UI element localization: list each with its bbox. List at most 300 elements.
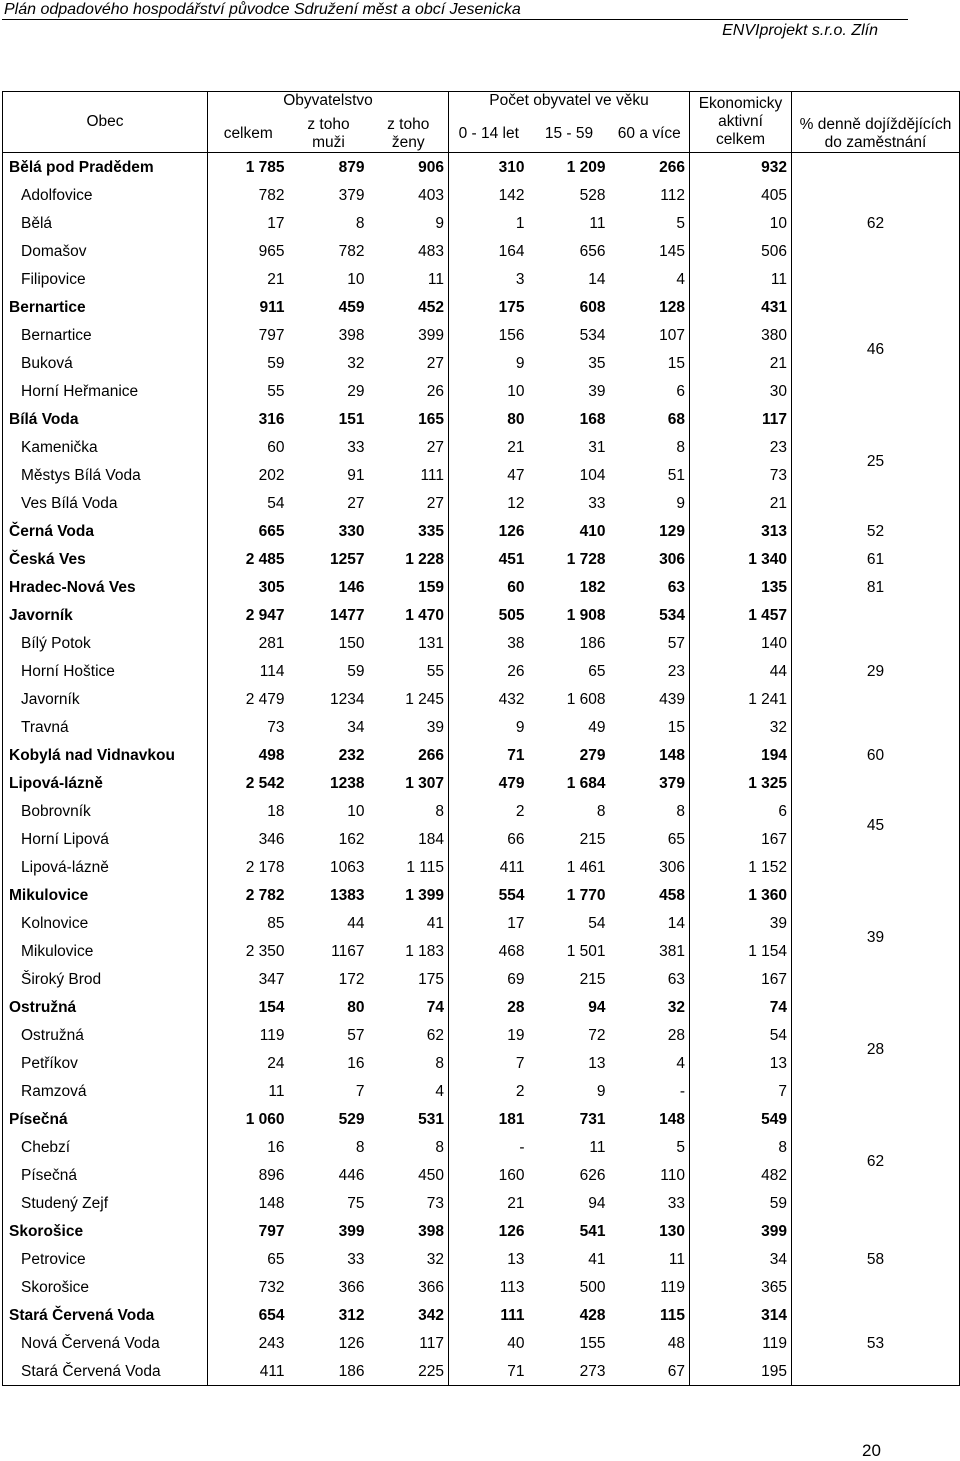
cell-value: 74 <box>369 993 449 1021</box>
cell-obec: Kobylá nad Vidnavkou <box>3 741 208 769</box>
cell-value: 9 <box>369 209 449 237</box>
cell-value: - <box>610 1077 690 1105</box>
cell-value: 731 <box>579 1110 606 1128</box>
cell-value: 69 <box>507 970 525 988</box>
cell-value: 10 <box>347 802 365 820</box>
cell-value: 59 <box>267 354 285 372</box>
cell-value: - <box>519 1138 525 1156</box>
col-header-pct-line2: do zaměstnání <box>824 134 927 151</box>
cell-value: 184 <box>369 825 449 853</box>
cell-value: 1 245 <box>369 685 449 713</box>
cell-value: 51 <box>610 461 690 489</box>
cell-value: 140 <box>690 629 792 657</box>
cell-obec: Bobrovník <box>3 797 208 825</box>
cell-value: 117 <box>690 405 792 433</box>
cell-value: 16 <box>267 1138 285 1156</box>
cell-commute-pct: 60 <box>792 741 960 769</box>
cell-value: 27 <box>369 489 449 517</box>
cell-value: 483 <box>369 237 449 265</box>
col-header-60: 60 a více <box>610 110 690 153</box>
cell-value: 6 <box>690 797 792 825</box>
cell-value: 17 <box>267 214 285 232</box>
cell-value: 80 <box>347 998 365 1016</box>
table-body <box>3 153 960 1386</box>
cell-value: 379 <box>338 186 365 204</box>
cell-value: 21 <box>690 349 792 377</box>
cell-value: 48 <box>610 1329 690 1357</box>
cell-value: 2 947 <box>245 606 285 624</box>
cell-value: 654 <box>258 1306 285 1324</box>
cell-value: 30 <box>690 377 792 405</box>
cell-value: 13 <box>507 1250 525 1268</box>
cell-value: 34 <box>347 718 365 736</box>
cell-value: 932 <box>690 153 792 182</box>
cell-value: 164 <box>498 242 525 260</box>
cell-obec: Bílá Voda <box>3 405 208 433</box>
cell-value: 379 <box>610 769 690 797</box>
cell-value: 15 <box>610 713 690 741</box>
cell-value: 49 <box>588 718 606 736</box>
cell-obec: Bílý Potok <box>3 629 208 657</box>
cell-value: 468 <box>498 942 525 960</box>
cell-value: 6 <box>610 377 690 405</box>
cell-value: 1 325 <box>690 769 792 797</box>
cell-value: 405 <box>690 181 792 209</box>
cell-obec: Javorník <box>3 601 208 629</box>
cell-value: 11 <box>610 1245 690 1273</box>
cell-value: 85 <box>267 914 285 932</box>
cell-value: 63 <box>610 573 690 601</box>
cell-value: 215 <box>579 830 606 848</box>
table-row-municipality <box>3 153 960 182</box>
cell-obec: Stará Červená Voda <box>3 1301 208 1329</box>
cell-obec: Skorošice <box>3 1217 208 1245</box>
cell-obec: Studený Zejf <box>3 1189 208 1217</box>
cell-value: 500 <box>579 1278 606 1296</box>
cell-value: 156 <box>498 326 525 344</box>
cell-value: 797 <box>258 1222 285 1240</box>
cell-value: 66 <box>507 830 525 848</box>
cell-value: 1 115 <box>369 853 449 881</box>
cell-value: 73 <box>369 1189 449 1217</box>
cell-value: 57 <box>347 1026 365 1044</box>
cell-value: 111 <box>369 461 449 489</box>
cell-value: 151 <box>338 410 365 428</box>
cell-value: 310 <box>498 158 525 176</box>
cell-value: 55 <box>267 382 285 400</box>
table-row-municipality <box>3 293 960 321</box>
cell-value: 11 <box>589 214 606 232</box>
cell-value: 9 <box>610 489 690 517</box>
cell-obec: Písečná <box>3 1105 208 1133</box>
cell-value: 155 <box>579 1334 606 1352</box>
cell-value: 27 <box>369 349 449 377</box>
cell-obec: Česká Ves <box>3 545 208 573</box>
cell-obec: Ostružná <box>3 1021 208 1049</box>
cell-value: 15 <box>610 349 690 377</box>
cell-value: 8 <box>610 433 690 461</box>
cell-value: 1 <box>515 214 525 232</box>
cell-value: 135 <box>690 573 792 601</box>
cell-value: 65 <box>610 825 690 853</box>
cell-value: 117 <box>369 1329 449 1357</box>
cell-value: 1238 <box>330 774 365 792</box>
cell-value: 128 <box>610 293 690 321</box>
cell-value: 665 <box>258 522 285 540</box>
cell-value: 911 <box>259 298 285 316</box>
cell-value: 119 <box>690 1329 792 1357</box>
cell-value: 182 <box>579 578 606 596</box>
cell-value: 146 <box>338 578 365 596</box>
cell-obec: Stará Červená Voda <box>3 1357 208 1386</box>
cell-value: 1 608 <box>566 690 606 708</box>
cell-value: 531 <box>369 1105 449 1133</box>
cell-value: 54 <box>267 494 285 512</box>
cell-value: 148 <box>610 1105 690 1133</box>
cell-value: 119 <box>610 1273 690 1301</box>
cell-value: 330 <box>338 522 365 540</box>
cell-value: 80 <box>507 410 525 428</box>
cell-value: 399 <box>338 1222 365 1240</box>
cell-value: 165 <box>369 405 449 433</box>
cell-value: 130 <box>610 1217 690 1245</box>
cell-value: 306 <box>610 853 690 881</box>
cell-value: 1 360 <box>690 881 792 909</box>
cell-value: 8 <box>369 797 449 825</box>
cell-value: 1383 <box>330 886 365 904</box>
cell-value: 94 <box>588 1194 606 1212</box>
cell-value: 24 <box>267 1054 285 1072</box>
cell-value: 446 <box>338 1166 365 1184</box>
cell-obec: Městys Bílá Voda <box>3 461 208 489</box>
col-header-ek-line1: Ekonomicky <box>698 95 783 112</box>
cell-value: 44 <box>690 657 792 685</box>
cell-commute-pct: 52 <box>792 517 960 545</box>
cell-obec: Ramzová <box>3 1077 208 1105</box>
col-group-obyvatelstvo: Obyvatelstvo <box>208 92 449 111</box>
cell-value: 9 <box>596 1082 606 1100</box>
cell-value: 47 <box>507 466 525 484</box>
table-row-municipality <box>3 601 960 629</box>
cell-value: 11 <box>690 265 792 293</box>
cell-value: 65 <box>267 1250 285 1268</box>
cell-value: 732 <box>258 1278 285 1296</box>
cell-value: 313 <box>690 517 792 545</box>
cell-value: 266 <box>610 153 690 182</box>
cell-commute-pct: 58 <box>792 1217 960 1301</box>
cell-value: 1 241 <box>690 685 792 713</box>
cell-value: 60 <box>267 438 285 456</box>
cell-value: 10 <box>690 209 792 237</box>
cell-value: 32 <box>690 713 792 741</box>
cell-value: 73 <box>267 718 285 736</box>
cell-value: 1063 <box>330 858 365 876</box>
cell-value: 410 <box>579 522 606 540</box>
cell-value: 172 <box>338 970 365 988</box>
cell-value: 21 <box>267 270 285 288</box>
cell-value: 7 <box>355 1082 365 1100</box>
cell-value: 71 <box>507 746 525 764</box>
cell-value: 160 <box>498 1166 525 1184</box>
cell-obec: Travná <box>3 713 208 741</box>
cell-value: 656 <box>579 242 606 260</box>
cell-value: 1234 <box>330 690 365 708</box>
cell-value: 41 <box>369 909 449 937</box>
cell-value: 33 <box>347 438 365 456</box>
col-header-pct <box>792 92 960 153</box>
cell-value: 186 <box>289 1357 369 1386</box>
cell-value: 380 <box>690 321 792 349</box>
cell-value: 411 <box>499 858 525 876</box>
cell-value: 72 <box>588 1026 606 1044</box>
cell-value: 4 <box>610 1049 690 1077</box>
cell-value: 107 <box>610 321 690 349</box>
cell-value: 75 <box>347 1194 365 1212</box>
cell-value: 10 <box>347 270 365 288</box>
cell-value: 479 <box>498 774 525 792</box>
cell-value: 16 <box>347 1054 365 1072</box>
cell-value: 4 <box>610 265 690 293</box>
cell-value: 306 <box>610 545 690 573</box>
cell-value: 534 <box>579 326 606 344</box>
cell-value: 10 <box>507 382 525 400</box>
cell-value: 18 <box>267 802 285 820</box>
col-header-ek-line2: aktivní <box>718 113 763 130</box>
cell-commute-pct: 53 <box>792 1301 960 1386</box>
population-table <box>2 91 960 1386</box>
cell-value: 33 <box>610 1189 690 1217</box>
cell-value: 1167 <box>331 942 365 960</box>
cell-obec: Mikulovice <box>3 937 208 965</box>
cell-value: 26 <box>507 662 525 680</box>
cell-commute-pct: 25 <box>792 405 960 517</box>
cell-value: 335 <box>369 517 449 545</box>
col-header-ekonomicky-aktivni <box>690 92 792 153</box>
cell-value: 281 <box>258 634 285 652</box>
cell-value: 94 <box>588 998 606 1016</box>
cell-value: 32 <box>610 993 690 1021</box>
cell-value: 2 <box>515 802 525 820</box>
cell-value: 879 <box>338 158 365 176</box>
cell-value: 439 <box>610 685 690 713</box>
cell-value: 1 183 <box>369 937 449 965</box>
cell-value: 381 <box>610 937 690 965</box>
cell-value: 4 <box>369 1077 449 1105</box>
cell-value: 215 <box>579 970 606 988</box>
cell-value: 1 785 <box>245 158 285 176</box>
cell-value: 126 <box>498 1222 525 1240</box>
cell-commute-pct: 81 <box>792 573 960 601</box>
cell-value: 266 <box>369 741 449 769</box>
cell-value: 29 <box>347 382 365 400</box>
cell-value: 19 <box>507 1026 525 1044</box>
cell-value: 528 <box>579 186 606 204</box>
cell-value: 896 <box>258 1166 285 1184</box>
cell-value: 65 <box>588 662 606 680</box>
table-row-municipality <box>3 517 960 545</box>
cell-value: 126 <box>338 1334 365 1352</box>
table-row-municipality <box>3 741 960 769</box>
cell-value: 71 <box>449 1357 529 1386</box>
cell-obec: Ostružná <box>3 993 208 1021</box>
cell-obec: Javorník <box>3 685 208 713</box>
table-row-municipality <box>3 1105 960 1133</box>
cell-value: 398 <box>338 326 365 344</box>
cell-value: 9 <box>515 354 525 372</box>
cell-obec: Bělá <box>3 209 208 237</box>
cell-value: 168 <box>579 410 606 428</box>
cell-value: 366 <box>369 1273 449 1301</box>
cell-value: 7 <box>690 1077 792 1105</box>
document-title: Plán odpadového hospodářství původce Sdružení měst a obcí Jesenicka <box>4 1 521 18</box>
col-header-zeny-line1: z toho <box>369 110 449 134</box>
cell-obec: Lipová-lázně <box>3 853 208 881</box>
cell-obec: Kolnovice <box>3 909 208 937</box>
cell-value: 33 <box>588 494 606 512</box>
cell-value: 27 <box>347 494 365 512</box>
cell-value: 399 <box>369 321 449 349</box>
cell-value: 13 <box>588 1054 606 1072</box>
cell-value: 32 <box>347 354 365 372</box>
cell-value: 2 350 <box>245 942 285 960</box>
cell-value: 63 <box>610 965 690 993</box>
cell-value: 906 <box>369 153 449 182</box>
cell-value: 428 <box>579 1306 606 1324</box>
cell-value: 202 <box>258 466 285 484</box>
cell-obec: Domašov <box>3 237 208 265</box>
cell-value: 39 <box>588 382 606 400</box>
cell-value: 225 <box>369 1357 449 1386</box>
cell-obec: Nová Červená Voda <box>3 1329 208 1357</box>
cell-obec: Písečná <box>3 1161 208 1189</box>
cell-value: 23 <box>690 433 792 461</box>
cell-value: 2 <box>515 1082 525 1100</box>
cell-value: 2 485 <box>245 550 285 568</box>
cell-value: 8 <box>369 1049 449 1077</box>
cell-value: 2 178 <box>245 858 285 876</box>
cell-commute-pct: 39 <box>792 881 960 993</box>
cell-obec: Široký Brod <box>3 965 208 993</box>
cell-value: 17 <box>507 914 525 932</box>
cell-value: 39 <box>690 909 792 937</box>
cell-value: 104 <box>579 466 606 484</box>
table-row-municipality <box>3 573 960 601</box>
cell-value: 145 <box>610 237 690 265</box>
cell-value: 194 <box>690 741 792 769</box>
cell-value: 506 <box>690 237 792 265</box>
cell-value: 482 <box>690 1161 792 1189</box>
cell-value: 8 <box>690 1133 792 1161</box>
cell-value: 1 060 <box>245 1110 285 1128</box>
cell-value: 1 728 <box>566 550 606 568</box>
cell-value: 782 <box>338 242 365 260</box>
col-header-obec: Obec <box>3 92 208 153</box>
cell-value: 14 <box>588 270 606 288</box>
cell-value: 305 <box>258 578 285 596</box>
cell-value: 7 <box>515 1054 525 1072</box>
cell-value: 316 <box>258 410 285 428</box>
cell-value: 243 <box>258 1334 285 1352</box>
cell-value: 33 <box>347 1250 365 1268</box>
cell-value: 162 <box>338 830 365 848</box>
col-header-ek-line3: celkem <box>715 131 766 148</box>
cell-value: 1477 <box>330 606 365 624</box>
cell-obec: Petříkov <box>3 1049 208 1077</box>
cell-value: 32 <box>369 1245 449 1273</box>
cell-commute-pct: 62 <box>792 153 960 294</box>
table-row-municipality <box>3 769 960 797</box>
cell-value: 167 <box>690 825 792 853</box>
cell-value: 608 <box>579 298 606 316</box>
cell-value: 549 <box>690 1105 792 1133</box>
company-name: ENVIprojekt s.r.o. Zlín <box>722 22 878 39</box>
cell-value: 54 <box>588 914 606 932</box>
cell-value: 1 399 <box>369 881 449 909</box>
cell-value: 458 <box>610 881 690 909</box>
header-rule <box>2 19 908 20</box>
col-header-muzi-line1: z toho <box>307 116 350 133</box>
col-header-0-14: 0 - 14 let <box>449 110 529 153</box>
cell-value: 159 <box>369 573 449 601</box>
cell-value: 1 228 <box>369 545 449 573</box>
cell-value: 8 <box>369 1133 449 1161</box>
cell-value: 119 <box>259 1026 285 1044</box>
cell-value: 91 <box>347 466 365 484</box>
cell-value: 41 <box>588 1250 606 1268</box>
cell-value: 1 770 <box>566 886 606 904</box>
cell-value: 148 <box>610 741 690 769</box>
cell-value: 1 501 <box>566 942 606 960</box>
cell-value: 498 <box>258 746 285 764</box>
cell-value: 965 <box>258 242 285 260</box>
page-number: 20 <box>862 1441 881 1460</box>
cell-value: 114 <box>259 662 285 680</box>
cell-value: 39 <box>369 713 449 741</box>
cell-value: 175 <box>498 298 525 316</box>
cell-obec: Skorošice <box>3 1273 208 1301</box>
cell-value: 2 479 <box>245 690 285 708</box>
cell-obec: Mikulovice <box>3 881 208 909</box>
cell-value: 142 <box>498 186 525 204</box>
cell-value: 55 <box>369 657 449 685</box>
cell-value: 312 <box>338 1306 365 1324</box>
cell-value: 126 <box>498 522 525 540</box>
cell-value: 797 <box>258 326 285 344</box>
cell-value: 534 <box>610 601 690 629</box>
cell-value: 451 <box>498 550 525 568</box>
cell-value: 21 <box>507 1194 525 1212</box>
cell-value: 8 <box>610 797 690 825</box>
cell-obec: Adolfovice <box>3 181 208 209</box>
cell-value: 11 <box>589 1138 606 1156</box>
cell-value: 113 <box>499 1278 525 1296</box>
cell-obec: Bernartice <box>3 321 208 349</box>
cell-value: 541 <box>579 1222 606 1240</box>
cell-obec: Bělá pod Pradědem <box>3 153 208 182</box>
cell-obec: Černá Voda <box>3 517 208 545</box>
cell-value: 27 <box>369 433 449 461</box>
cell-value: 2 542 <box>245 774 285 792</box>
cell-value: 28 <box>507 998 525 1016</box>
cell-value: 115 <box>610 1301 690 1329</box>
cell-obec: Petrovice <box>3 1245 208 1273</box>
cell-value: 8 <box>355 214 365 232</box>
cell-value: 14 <box>610 909 690 937</box>
cell-value: 398 <box>369 1217 449 1245</box>
cell-value: 1 152 <box>690 853 792 881</box>
cell-value: 403 <box>369 181 449 209</box>
cell-obec: Buková <box>3 349 208 377</box>
